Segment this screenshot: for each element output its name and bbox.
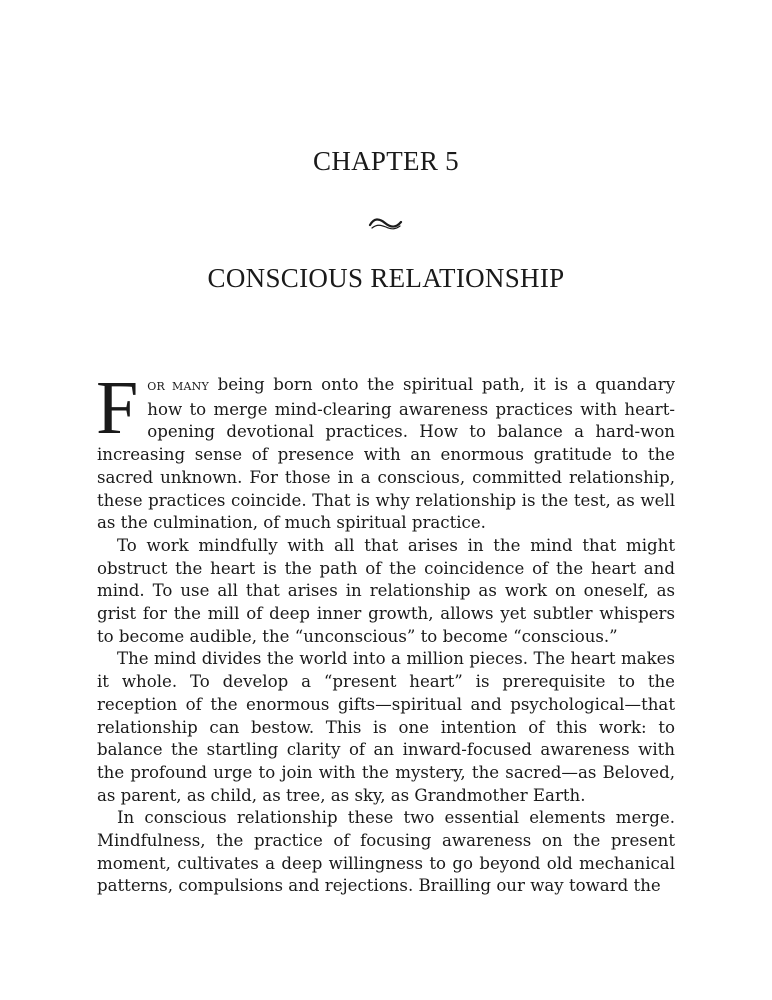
tilde-flourish-icon [368,214,404,234]
paragraph-3: The mind divides the world into a million pieces. The heart makes it whole. To develop a “present heart” is prerequisite to the reception of the enormous gifts—spiritual and psychological—that relationship can bestow. This is one intention of this work: to balance the startling clarity of an inward-focused awareness with the profound urge to join with the mystery, the sacred—as Beloved, as parent, as child, as tree, as sky, as Grandmother Earth. [97,649,675,805]
paragraph-2: To work mindfully with all that arises in the mind that might obstruct the heart is the path of the coincidence of the heart and mind. To use all that arises in relationship as work on oneself, as grist for the mill of deep inner growth, allows yet subtler whispers to become audible, the “unconscious” to become “conscious.” [97,535,675,646]
chapter-body [96,366,675,898]
lead-smallcaps: OR MANY [147,380,209,393]
paragraph-4: In conscious relationship these two essential elements merge. Mindfulness, the practice of focusing awareness on the present moment, cultivates a deep willingness to go beyond old mechanical patterns, compulsions and rejections. Brailling our way toward the [97,808,675,896]
chapter-title: CONSCIOUS RELATIONSHIP [207,263,565,293]
chapter-number: CHAPTER 5 [313,146,459,176]
drop-cap: F [96,366,139,450]
paragraph-1-text: being born onto the spiritual path, it is a quandary how to merge mind-clearing awareness practices with heart-opening devotional practices. How to balance a hard-won increasing sense of presence with an enormous gratitude to the sacred unknown. For those in a conscious, committed relationship, these practices coincide. That is why relationship is the test, as well as the culmination, of much spiritual practice. [97,375,675,533]
paragraph-1 [96,366,675,535]
